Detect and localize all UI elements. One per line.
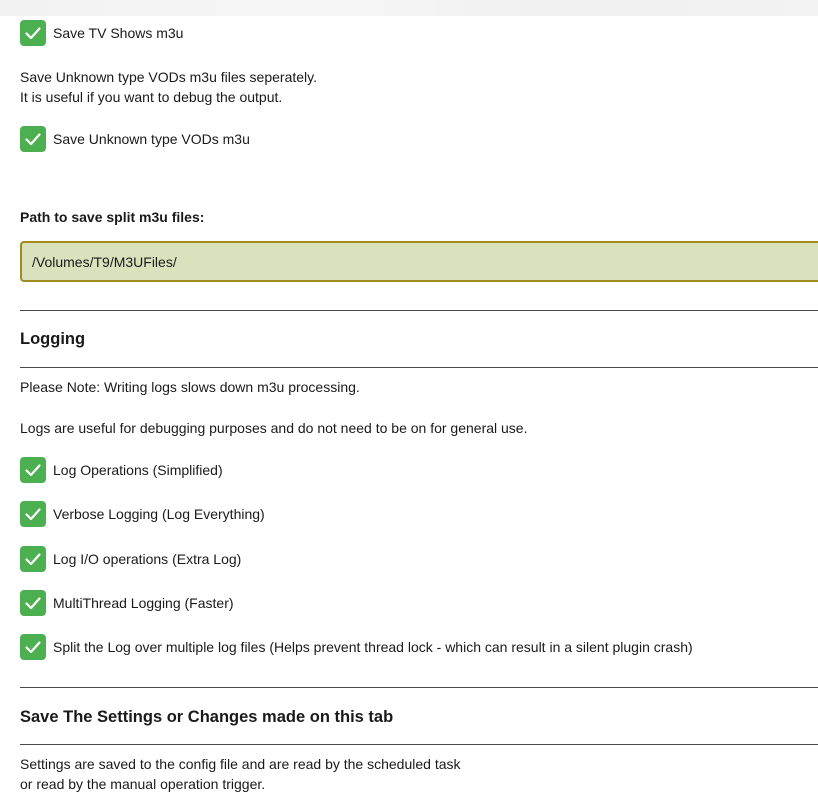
- split-log-option[interactable]: [20, 634, 693, 660]
- save-settings-description-line1: Settings are saved to the config file and are read by the scheduled task: [20, 756, 461, 772]
- divider: [20, 687, 818, 688]
- save-unknown-vods-label: Save Unknown type VODs m3u: [53, 131, 250, 147]
- save-unknown-vods-option[interactable]: [20, 126, 250, 152]
- verbose-logging-checkbox[interactable]: [20, 501, 46, 527]
- save-tv-shows-label: Save TV Shows m3u: [53, 25, 184, 41]
- split-log-label: Split the Log over multiple log files (Helps prevent thread lock - which can result in a silent plugin crash): [53, 639, 693, 655]
- log-io-checkbox[interactable]: [20, 546, 46, 572]
- save-unknown-vods-checkbox[interactable]: [20, 126, 46, 152]
- save-settings-heading: Save The Settings or Changes made on this tab: [20, 708, 394, 726]
- log-io-label: Log I/O operations (Extra Log): [53, 551, 242, 567]
- multithread-logging-option[interactable]: [20, 590, 234, 616]
- save-tv-shows-checkbox[interactable]: [20, 20, 46, 46]
- checkmark-icon: [24, 505, 42, 523]
- divider: [20, 367, 818, 368]
- logging-note: Please Note: Writing logs slows down m3u processing.: [20, 379, 360, 395]
- verbose-logging-label: Verbose Logging (Log Everything): [53, 506, 265, 522]
- path-label: Path to save split m3u files:: [20, 209, 205, 225]
- logging-info: Logs are useful for debugging purposes and do not need to be on for general use.: [20, 420, 528, 436]
- multithread-logging-checkbox[interactable]: [20, 590, 46, 616]
- log-operations-checkbox[interactable]: [20, 457, 46, 483]
- top-scroll-edge: [0, 0, 818, 16]
- split-log-checkbox[interactable]: [20, 634, 46, 660]
- log-operations-label: Log Operations (Simplified): [53, 462, 223, 478]
- save-tv-shows-option[interactable]: [20, 20, 183, 46]
- checkmark-icon: [24, 461, 42, 479]
- save-settings-description-line2: or read by the manual operation trigger.: [20, 776, 266, 792]
- logging-heading: Logging: [20, 330, 86, 348]
- unknown-vod-description-line2: It is useful if you want to debug the output.: [20, 89, 283, 105]
- checkmark-icon: [24, 638, 42, 656]
- log-io-option[interactable]: [20, 546, 241, 572]
- log-operations-option[interactable]: [20, 457, 223, 483]
- checkmark-icon: [24, 550, 42, 568]
- verbose-logging-option[interactable]: [20, 501, 265, 527]
- divider: [20, 310, 818, 311]
- path-input[interactable]: [20, 241, 818, 282]
- checkmark-icon: [24, 594, 42, 612]
- unknown-vod-description-line1: Save Unknown type VODs m3u files seperately.: [20, 69, 317, 85]
- checkmark-icon: [24, 130, 42, 148]
- checkmark-icon: [24, 24, 42, 42]
- multithread-logging-label: MultiThread Logging (Faster): [53, 595, 234, 611]
- divider: [20, 744, 818, 745]
